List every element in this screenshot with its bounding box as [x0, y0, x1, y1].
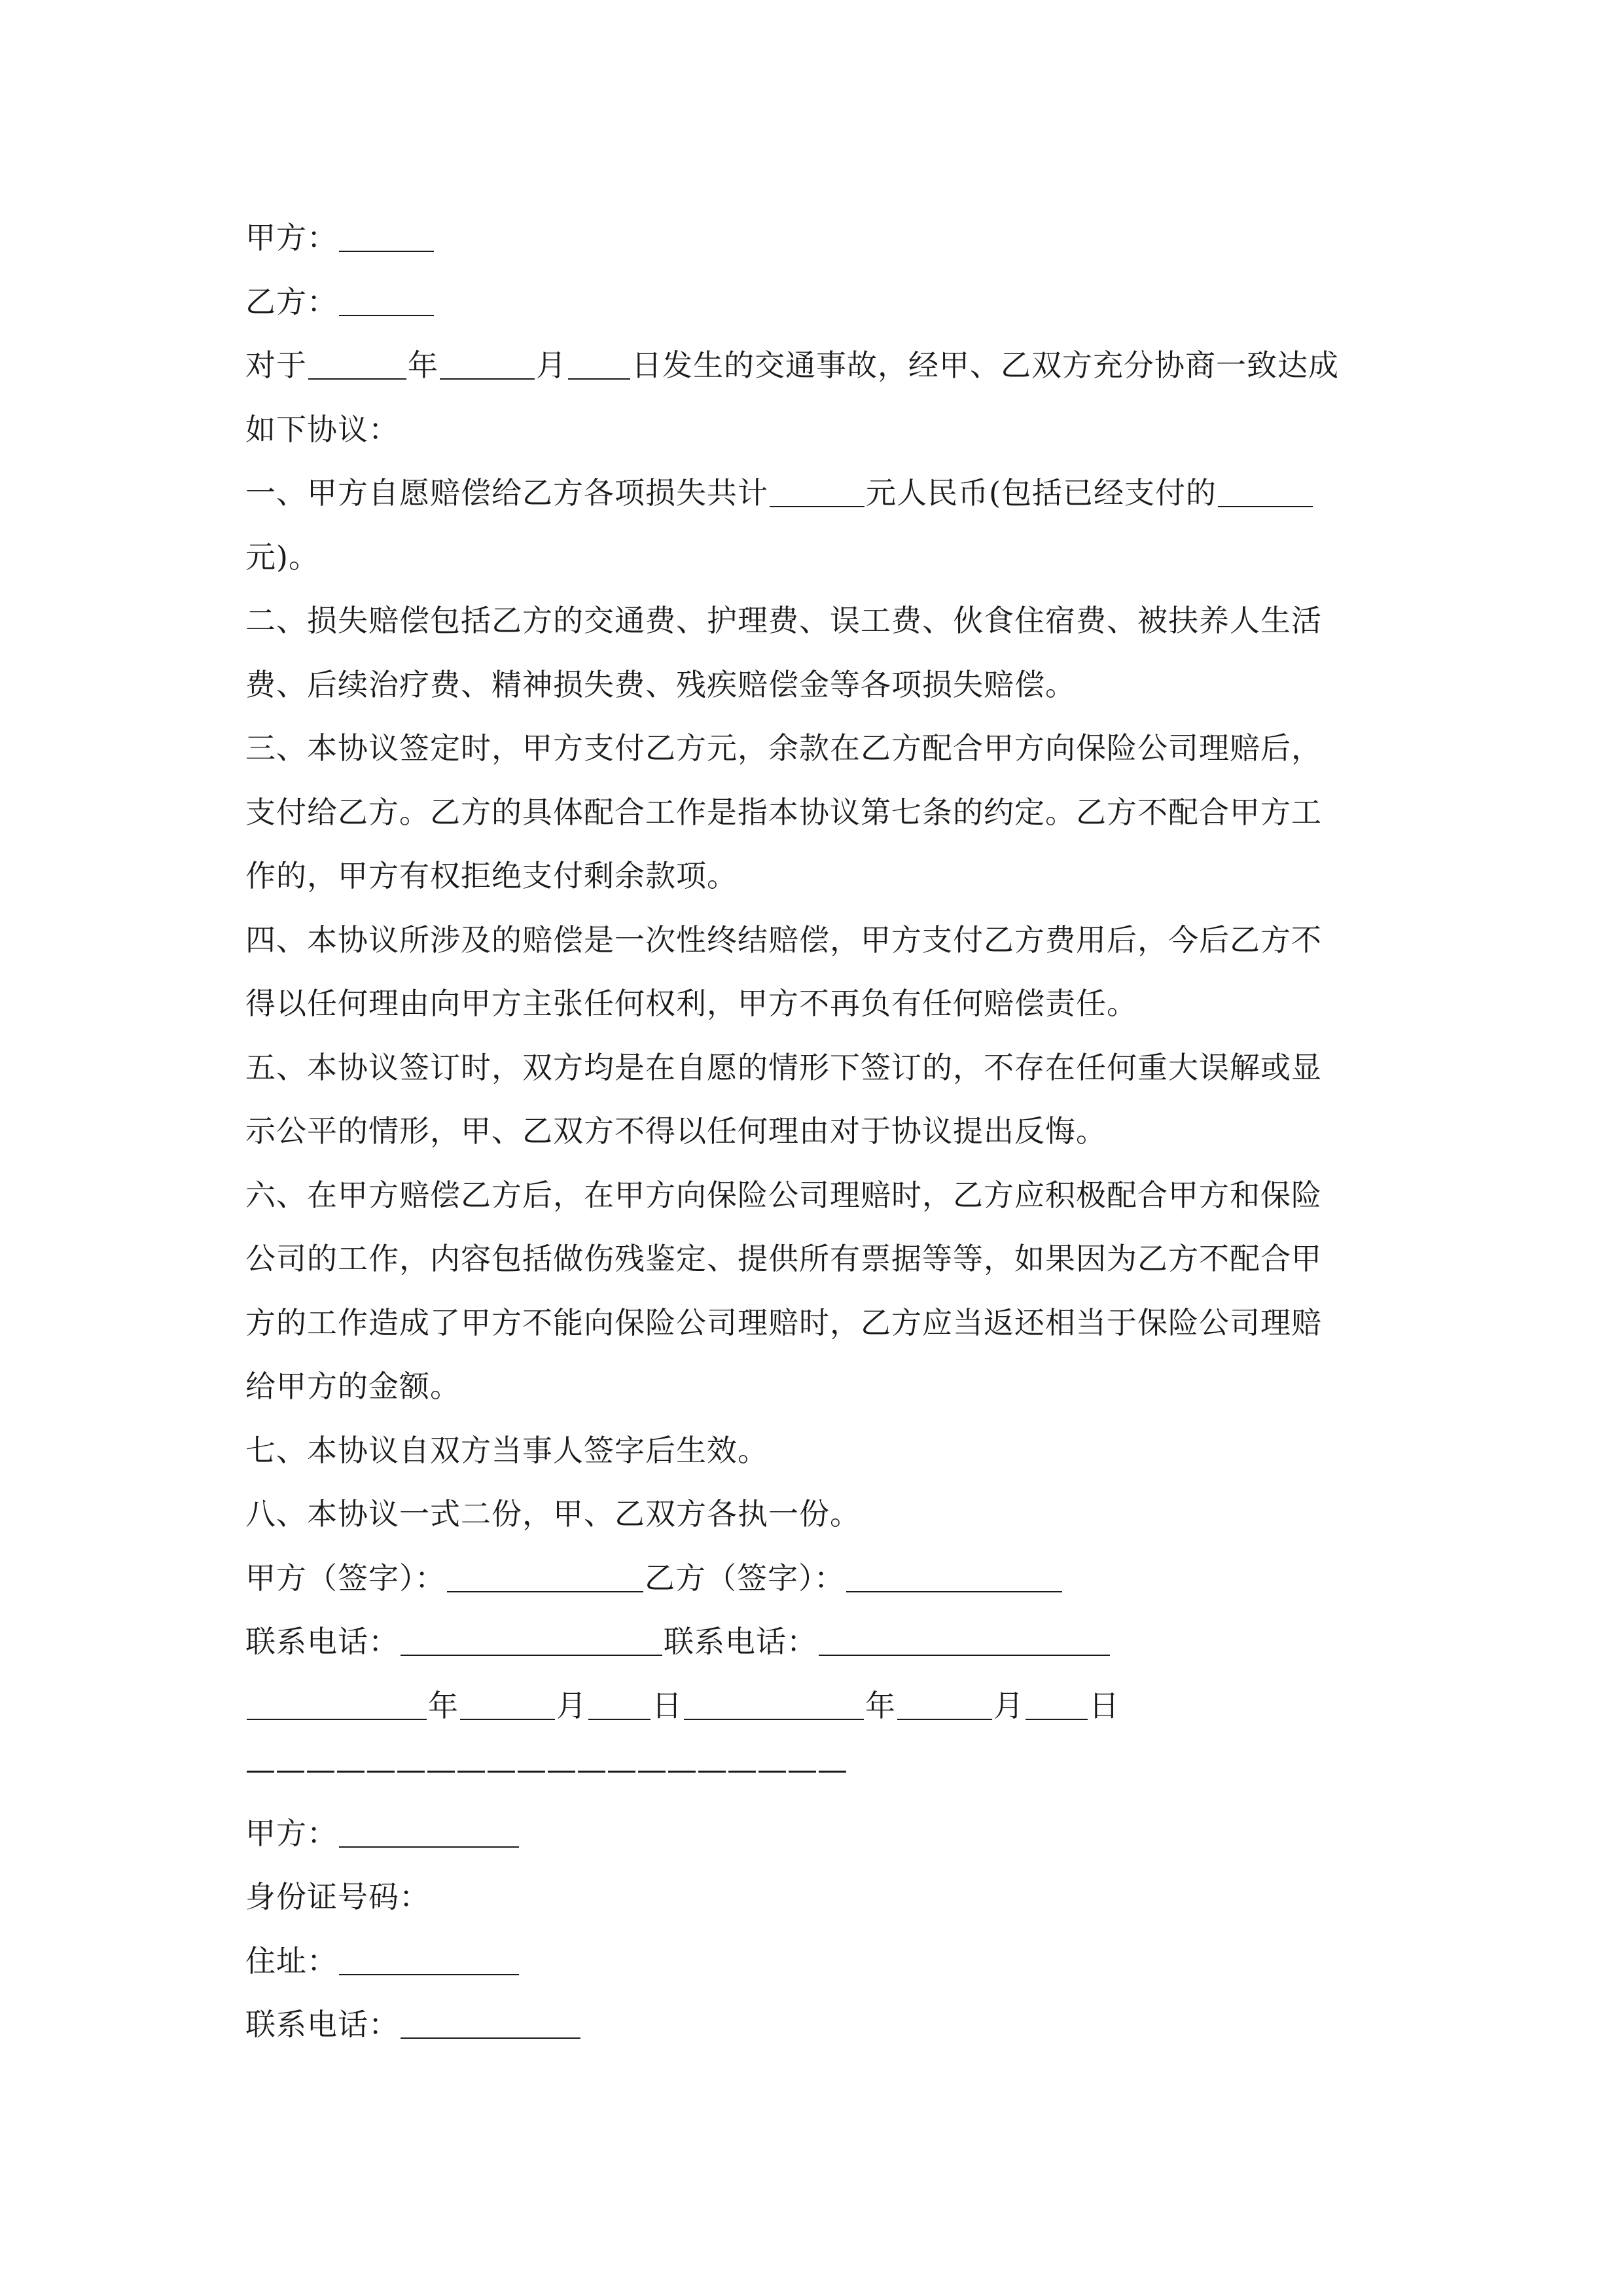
party-b-day-label: 日: [1089, 1687, 1120, 1723]
party-b-line: [245, 270, 1378, 334]
intro-line-2: 如下协议：: [245, 411, 399, 447]
clause-3-line-3: 作的，甲方有权拒绝支付剩余款项。: [245, 858, 738, 893]
party-b-label: 乙方：: [245, 283, 338, 319]
clause-3-line-1: 三、本协议签定时，甲方支付乙方元，余款在乙方配合甲方向保险公司理赔后，: [245, 730, 1322, 766]
separator-line: ————————————————————: [245, 1751, 847, 1787]
intro-day-text: 日发生的交通事故，经甲、乙双方充分协商一致达成: [632, 348, 1339, 383]
party-b-phone-label: 联系电话：: [664, 1624, 817, 1659]
footer-party-a-line: [245, 1802, 1378, 1866]
party-a-phone-blank[interactable]: [401, 1624, 662, 1656]
party-a-blank[interactable]: [339, 221, 434, 252]
clause-6-line-1: 六、在甲方赔偿乙方后，在甲方向保险公司理赔时，乙方应积极配合甲方和保险: [245, 1177, 1322, 1213]
total-amount-blank[interactable]: [770, 476, 865, 507]
party-b-day-blank[interactable]: [1026, 1689, 1088, 1720]
party-a-signature-blank[interactable]: [447, 1561, 643, 1592]
footer-address-label: 住址：: [245, 1943, 338, 1979]
party-a-month-label: 月: [556, 1687, 587, 1723]
clause-4-line-2: 得以任何理由向甲方主张任何权利，甲方不再负有任何赔偿责任。: [245, 986, 1137, 1021]
party-b-phone-blank[interactable]: [819, 1624, 1110, 1656]
footer-phone-blank[interactable]: [401, 2007, 580, 2039]
party-a-year-label: 年: [428, 1687, 459, 1723]
accident-month-blank[interactable]: [440, 348, 535, 380]
party-b-year-label: 年: [865, 1687, 896, 1723]
party-b-sign-label: 乙方（签字）：: [645, 1560, 845, 1596]
party-a-day-blank[interactable]: [588, 1689, 651, 1720]
footer-id-label: 身份证号码：: [245, 1879, 430, 1914]
intro-year: 年: [408, 348, 438, 383]
accident-year-blank[interactable]: [308, 348, 406, 380]
party-b-month-label: 月: [993, 1687, 1024, 1723]
party-a-line: [245, 206, 1378, 270]
footer-phone-line: [245, 1993, 1378, 2057]
clause-6-line-3: 方的工作造成了甲方不能向保险公司理赔时，乙方应当返还相当于保险公司理赔: [245, 1304, 1322, 1340]
clause-1-text-a: 一、甲方自愿赔偿给乙方各项损失共计: [245, 475, 768, 511]
party-b-month-blank[interactable]: [897, 1689, 992, 1720]
party-a-sign-label: 甲方（签字）：: [245, 1560, 446, 1596]
paid-amount-blank[interactable]: [1218, 476, 1313, 507]
footer-party-a-blank[interactable]: [339, 1816, 519, 1848]
footer-party-a-label: 甲方：: [245, 1815, 338, 1851]
footer-address-line: [245, 1929, 1378, 1994]
clause-1-text-b: 元人民币(包括已经支付的: [866, 475, 1217, 511]
party-a-phone-label: 联系电话：: [245, 1624, 399, 1659]
clause-7-line: 七、本协议自双方当事人签字后生效。: [245, 1432, 768, 1468]
signature-line: [245, 1547, 1378, 1611]
clause-5-line-2: 示公平的情形，甲、乙双方不得以任何理由对于协议提出反悔。: [245, 1113, 1107, 1149]
party-b-year-blank[interactable]: [684, 1689, 864, 1720]
party-a-day-label: 日: [652, 1687, 683, 1723]
clause-6-line-2: 公司的工作，内容包括做伤残鉴定、提供所有票据等等，如果因为乙方不配合甲: [245, 1241, 1322, 1276]
phone-line: [245, 1610, 1378, 1674]
clause-3-line-2: 支付给乙方。乙方的具体配合工作是指本协议第七条的约定。乙方不配合甲方工: [245, 794, 1322, 830]
date-line: [245, 1674, 1378, 1738]
party-a-year-blank[interactable]: [247, 1689, 427, 1720]
clause-1-line-1: [245, 461, 1378, 526]
clause-2-line-2: 费、后续治疗费、精神损失费、残疾赔偿金等各项损失赔偿。: [245, 666, 1076, 702]
clause-8-line: 八、本协议一式二份，甲、乙双方各执一份。: [245, 1496, 861, 1532]
party-a-month-blank[interactable]: [460, 1689, 555, 1720]
accident-day-blank[interactable]: [568, 348, 630, 380]
intro-prefix: 对于: [245, 348, 307, 383]
footer-id-line: [245, 1865, 1378, 1929]
clause-1-line-2: 元)。: [245, 539, 319, 575]
footer-address-blank[interactable]: [339, 1944, 519, 1975]
clause-5-line-1: 五、本协议签订时，双方均是在自愿的情形下签订的，不存在任何重大误解或显: [245, 1049, 1322, 1085]
party-a-label: 甲方：: [245, 220, 338, 255]
intro-line-1: [245, 334, 1378, 398]
intro-month: 月: [536, 348, 567, 383]
clause-4-line-1: 四、本协议所涉及的赔偿是一次性终结赔偿，甲方支付乙方费用后，今后乙方不: [245, 922, 1322, 958]
clause-6-line-4: 给甲方的金额。: [245, 1369, 461, 1404]
agreement-body: [245, 206, 1378, 2057]
party-b-blank[interactable]: [339, 285, 434, 316]
party-b-signature-blank[interactable]: [846, 1561, 1062, 1592]
footer-phone-label: 联系电话：: [245, 2007, 399, 2042]
clause-2-line-1: 二、损失赔偿包括乙方的交通费、护理费、误工费、伙食住宿费、被扶养人生活: [245, 603, 1322, 638]
